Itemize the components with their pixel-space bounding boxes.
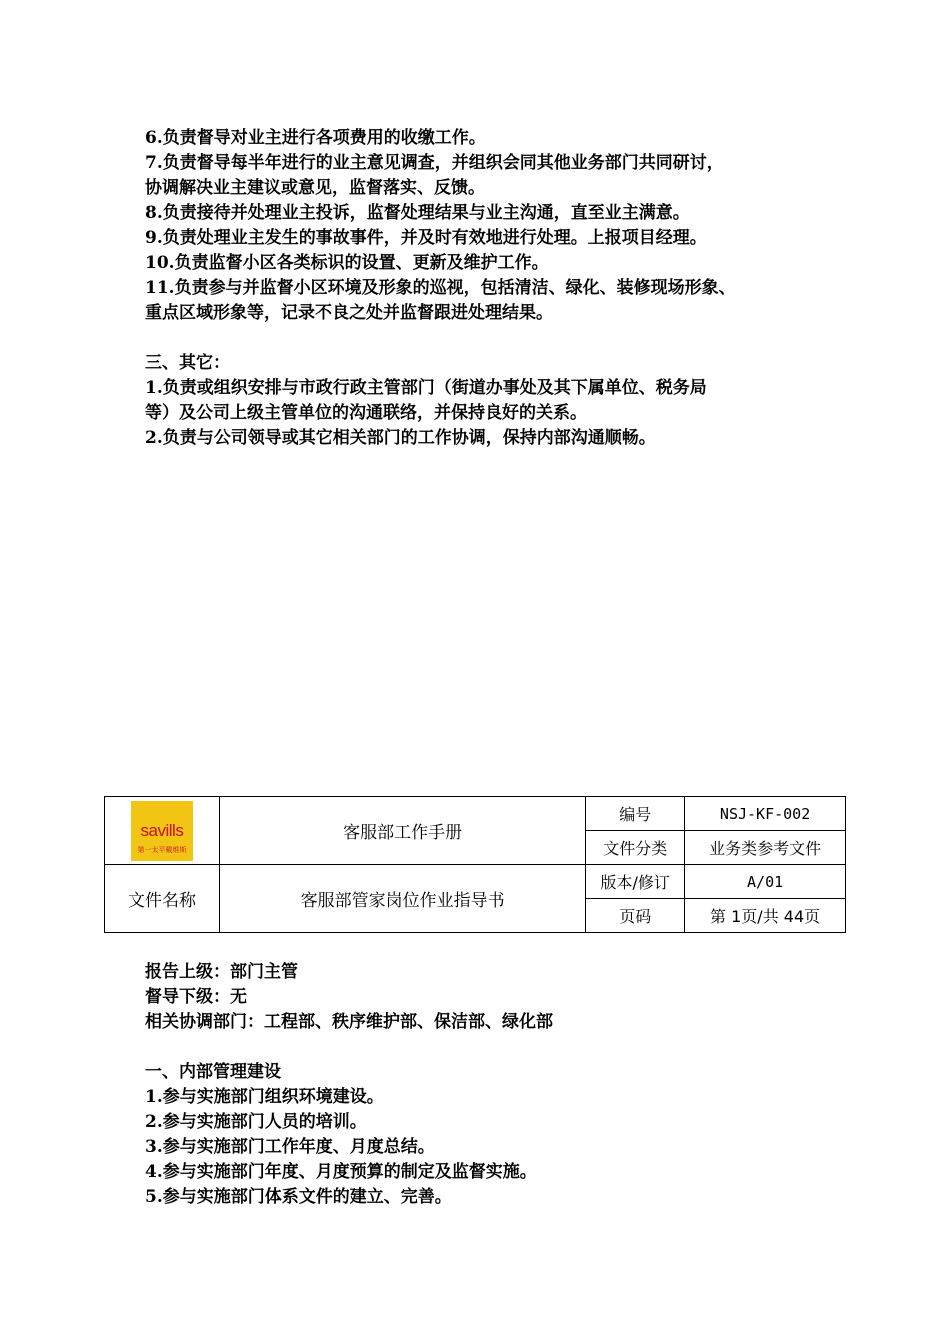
code-value: NSJ-KF-002 (685, 797, 846, 831)
blank-line (145, 326, 845, 351)
related-depts: 相关协调部门：工程部、秩序维护部、保洁部、绿化部 (145, 1012, 553, 1032)
text-line: 10.负责监督小区各类标识的设置、更新及维护工作。 (145, 253, 549, 273)
blank-line (145, 1035, 845, 1060)
doc-name: 客服部管家岗位作业指导书 (219, 865, 585, 933)
page-label: 页码 (586, 899, 685, 933)
text-line: 1.参与实施部门组织环境建设。 (145, 1087, 384, 1107)
duties-continued (145, 126, 845, 451)
text-line: 协调解决业主建议或意见，监督落实、反馈。 (145, 178, 485, 198)
text-line: 6.负责督导对业主进行各项费用的收缴工作。 (145, 128, 486, 148)
section-heading: 三、其它： (145, 353, 230, 373)
supervise: 督导下级：无 (145, 987, 247, 1007)
doc-name-label: 文件名称 (105, 865, 220, 933)
text-line: 5.参与实施部门体系文件的建立、完善。 (145, 1187, 452, 1207)
text-line: 7.负责督导每半年进行的业主意见调查，并组织会同其他业务部门共同研讨， (145, 153, 724, 173)
logo-subtext: 第一太平戴维斯 (137, 845, 187, 854)
text-line: 等）及公司上级主管单位的沟通联络，并保持良好的关系。 (145, 403, 587, 423)
manual-title: 客服部工作手册 (219, 797, 585, 865)
document-header-table (104, 796, 846, 933)
logo-cell (105, 797, 220, 865)
text-line: 2.负责与公司领导或其它相关部门的工作协调，保持内部沟通顺畅。 (145, 428, 656, 448)
text-line: 2.参与实施部门人员的培训。 (145, 1112, 367, 1132)
logo-text: savills (140, 820, 184, 840)
text-line: 4.参与实施部门年度、月度预算的制定及监督实施。 (145, 1162, 537, 1182)
page-value: 第 1页/共 44页 (685, 899, 846, 933)
version-value: A/01 (685, 865, 846, 899)
text-line: 9.负责处理业主发生的事故事件，并及时有效地进行处理。上报项目经理。 (145, 228, 707, 248)
category-value: 业务类参考文件 (685, 831, 846, 865)
category-label: 文件分类 (586, 831, 685, 865)
section-heading: 一、内部管理建设 (145, 1062, 281, 1082)
text-line: 3.参与实施部门工作年度、月度总结。 (145, 1137, 435, 1157)
version-label: 版本/修订 (586, 865, 685, 899)
job-description (145, 960, 845, 1210)
text-line: 重点区域形象等，记录不良之处并监督跟进处理结果。 (145, 303, 553, 323)
text-line: 11.负责参与并监督小区环境及形象的巡视，包括清洁、绿化、装修现场形象、 (145, 278, 736, 298)
savills-logo (131, 801, 193, 861)
text-line: 1.负责或组织安排与市政行政主管部门（街道办事处及其下属单位、税务局 (145, 378, 707, 398)
code-label: 编号 (586, 797, 685, 831)
text-line: 8.负责接待并处理业主投诉，监督处理结果与业主沟通，直至业主满意。 (145, 203, 690, 223)
report-to: 报告上级：部门主管 (145, 962, 298, 982)
